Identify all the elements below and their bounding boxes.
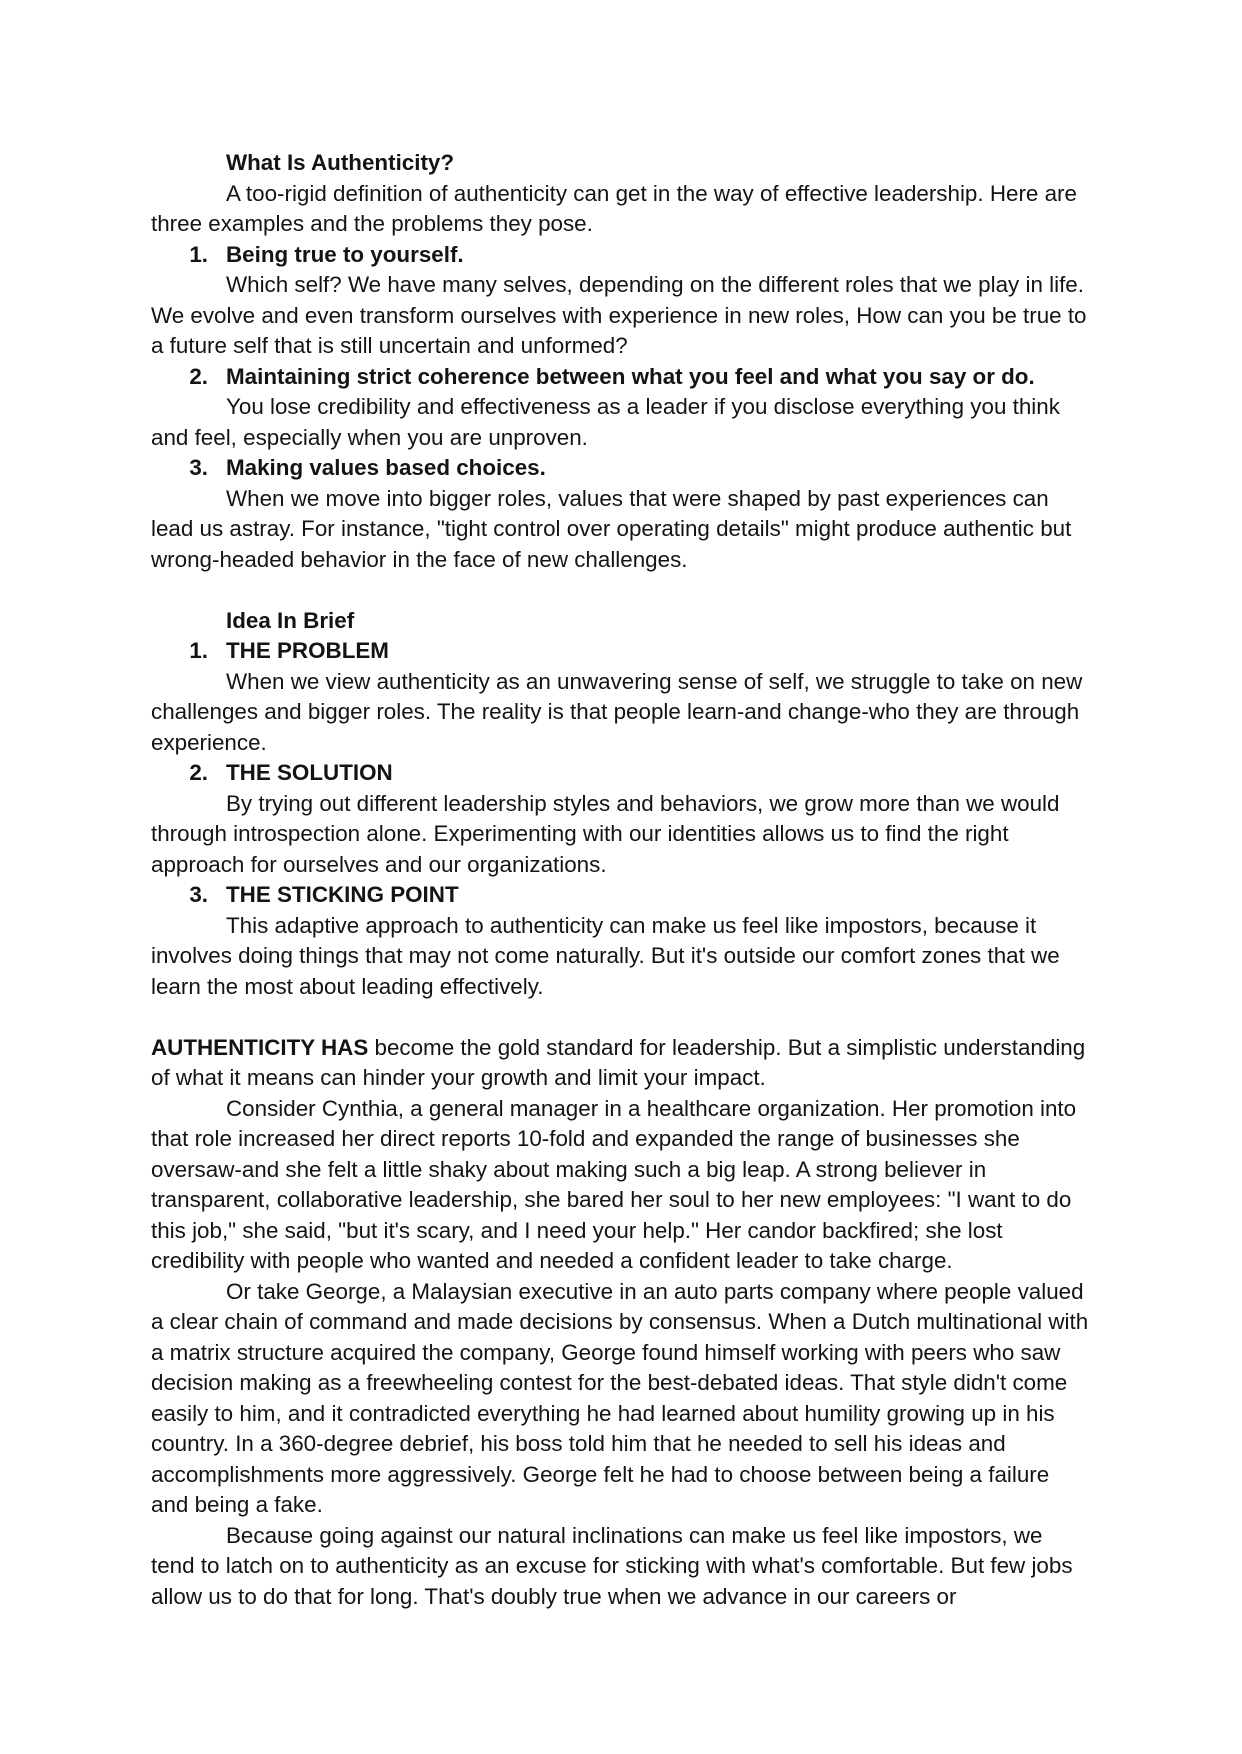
list-item-title: THE STICKING POINT: [226, 882, 459, 907]
list-number: 2.: [189, 363, 208, 389]
list-item-body: When we view authenticity as an unwavering sense of self, we struggle to take on new challenges and bigger roles. The reality is that people learn-and change-who they are through experience.: [151, 668, 1083, 755]
list-number: 3.: [189, 455, 208, 480]
brief-item-sticking-point: [151, 880, 1091, 911]
list-item-body: By trying out different leadership styles and behaviors, we grow more than we would through introspection alone. Experimenting with our identities allows us to find the right approach for ourselves and our organizations.: [151, 790, 1060, 877]
list-item-1: [151, 240, 1091, 271]
brief-item-solution: [151, 758, 1091, 789]
list-item-body: When we move into bigger roles, values that were shaped by past experiences can lead us astray. For instance, "tight control over operating details" might produce authentic but wrong-headed behavior in the face of new challenges.: [151, 485, 1072, 572]
document-page: [151, 148, 1091, 1612]
list-item-body: This adaptive approach to authenticity can make us feel like impostors, because it involves doing things that may not come naturally. But it's outside our comfort zones that we learn the most about leading effectively.: [151, 912, 1060, 999]
list-item-title: THE PROBLEM: [226, 638, 389, 663]
article-lead-paragraph: [151, 1033, 1091, 1094]
article-paragraph: Consider Cynthia, a general manager in a healthcare organization. Her promotion into that role increased her direct reports 10-fold and expanded the range of businesses she oversaw-and she felt a little shaky about making such a big leap. A strong believer in transparent, collaborative leadership, she bared her soul to her new employees: "I want to do this job," she said, "but it's scary, and I need your help." Her candor backfired; she lost credibility with people who wanted and needed a confident leader to take charge.: [151, 1095, 1077, 1273]
list-number: 1.: [189, 241, 208, 267]
list-number: 2.: [189, 760, 208, 785]
list-item-title: THE SOLUTION: [226, 760, 393, 785]
spacer: [151, 1002, 1091, 1033]
list-item-title: Making values based choices.: [226, 455, 546, 480]
list-item-2: [151, 362, 1091, 393]
list-number: 1.: [189, 638, 208, 663]
brief-item-problem: [151, 636, 1091, 667]
spacer: [151, 575, 1091, 606]
list-item-body: You lose credibility and effectiveness as a leader if you disclose everything you think and feel, especially when you are unproven.: [151, 394, 1060, 450]
list-item-title: Maintaining strict coherence between what you feel and what you say or do.: [226, 363, 1035, 389]
article-lead-bold: AUTHENTICITY HAS: [151, 1034, 369, 1060]
article-paragraph: Because going against our natural inclinations can make us feel like impostors, we tend to latch on to authenticity as an excuse for sticking with what's comfortable. But few jobs allow us to do that for long. That's doubly true when we advance in our careers or: [151, 1522, 1073, 1609]
list-item-3: [151, 453, 1091, 484]
list-number: 3.: [189, 882, 208, 907]
article-paragraph: Or take George, a Malaysian executive in an auto parts company where people valued a clear chain of command and made decisions by consensus. When a Dutch multinational with a matrix structure acquired the company, George found himself working with peers who saw decision making as a freewheeling contest for the best-debated ideas. That style didn't come easily to him, and it contradicted everything he had learned about humility growing up in his country. In a 360-degree debrief, his boss told him that he needed to sell his ideas and accomplishments more aggressively. George felt he had to choose between being a failure and being a fake.: [151, 1278, 1089, 1517]
article-lead-text: become the gold standard for leadership. But a simplistic understanding of what it means can hinder your growth and limit your impact.: [151, 1034, 1086, 1090]
list-item-body: Which self? We have many selves, depending on the different roles that we play in life. We evolve and even transform ourselves with experience in new roles, How can you be true to a future self that is still uncertain and unformed?: [151, 272, 1087, 358]
section-intro: A too-rigid definition of authenticity can get in the way of effective leadership. Here are three examples and the problems they pose.: [151, 180, 1077, 236]
section-heading-what-is-authenticity: What Is Authenticity?: [226, 150, 455, 175]
section-heading-idea-in-brief: Idea In Brief: [226, 607, 355, 633]
list-item-title: Being true to yourself.: [226, 241, 464, 267]
